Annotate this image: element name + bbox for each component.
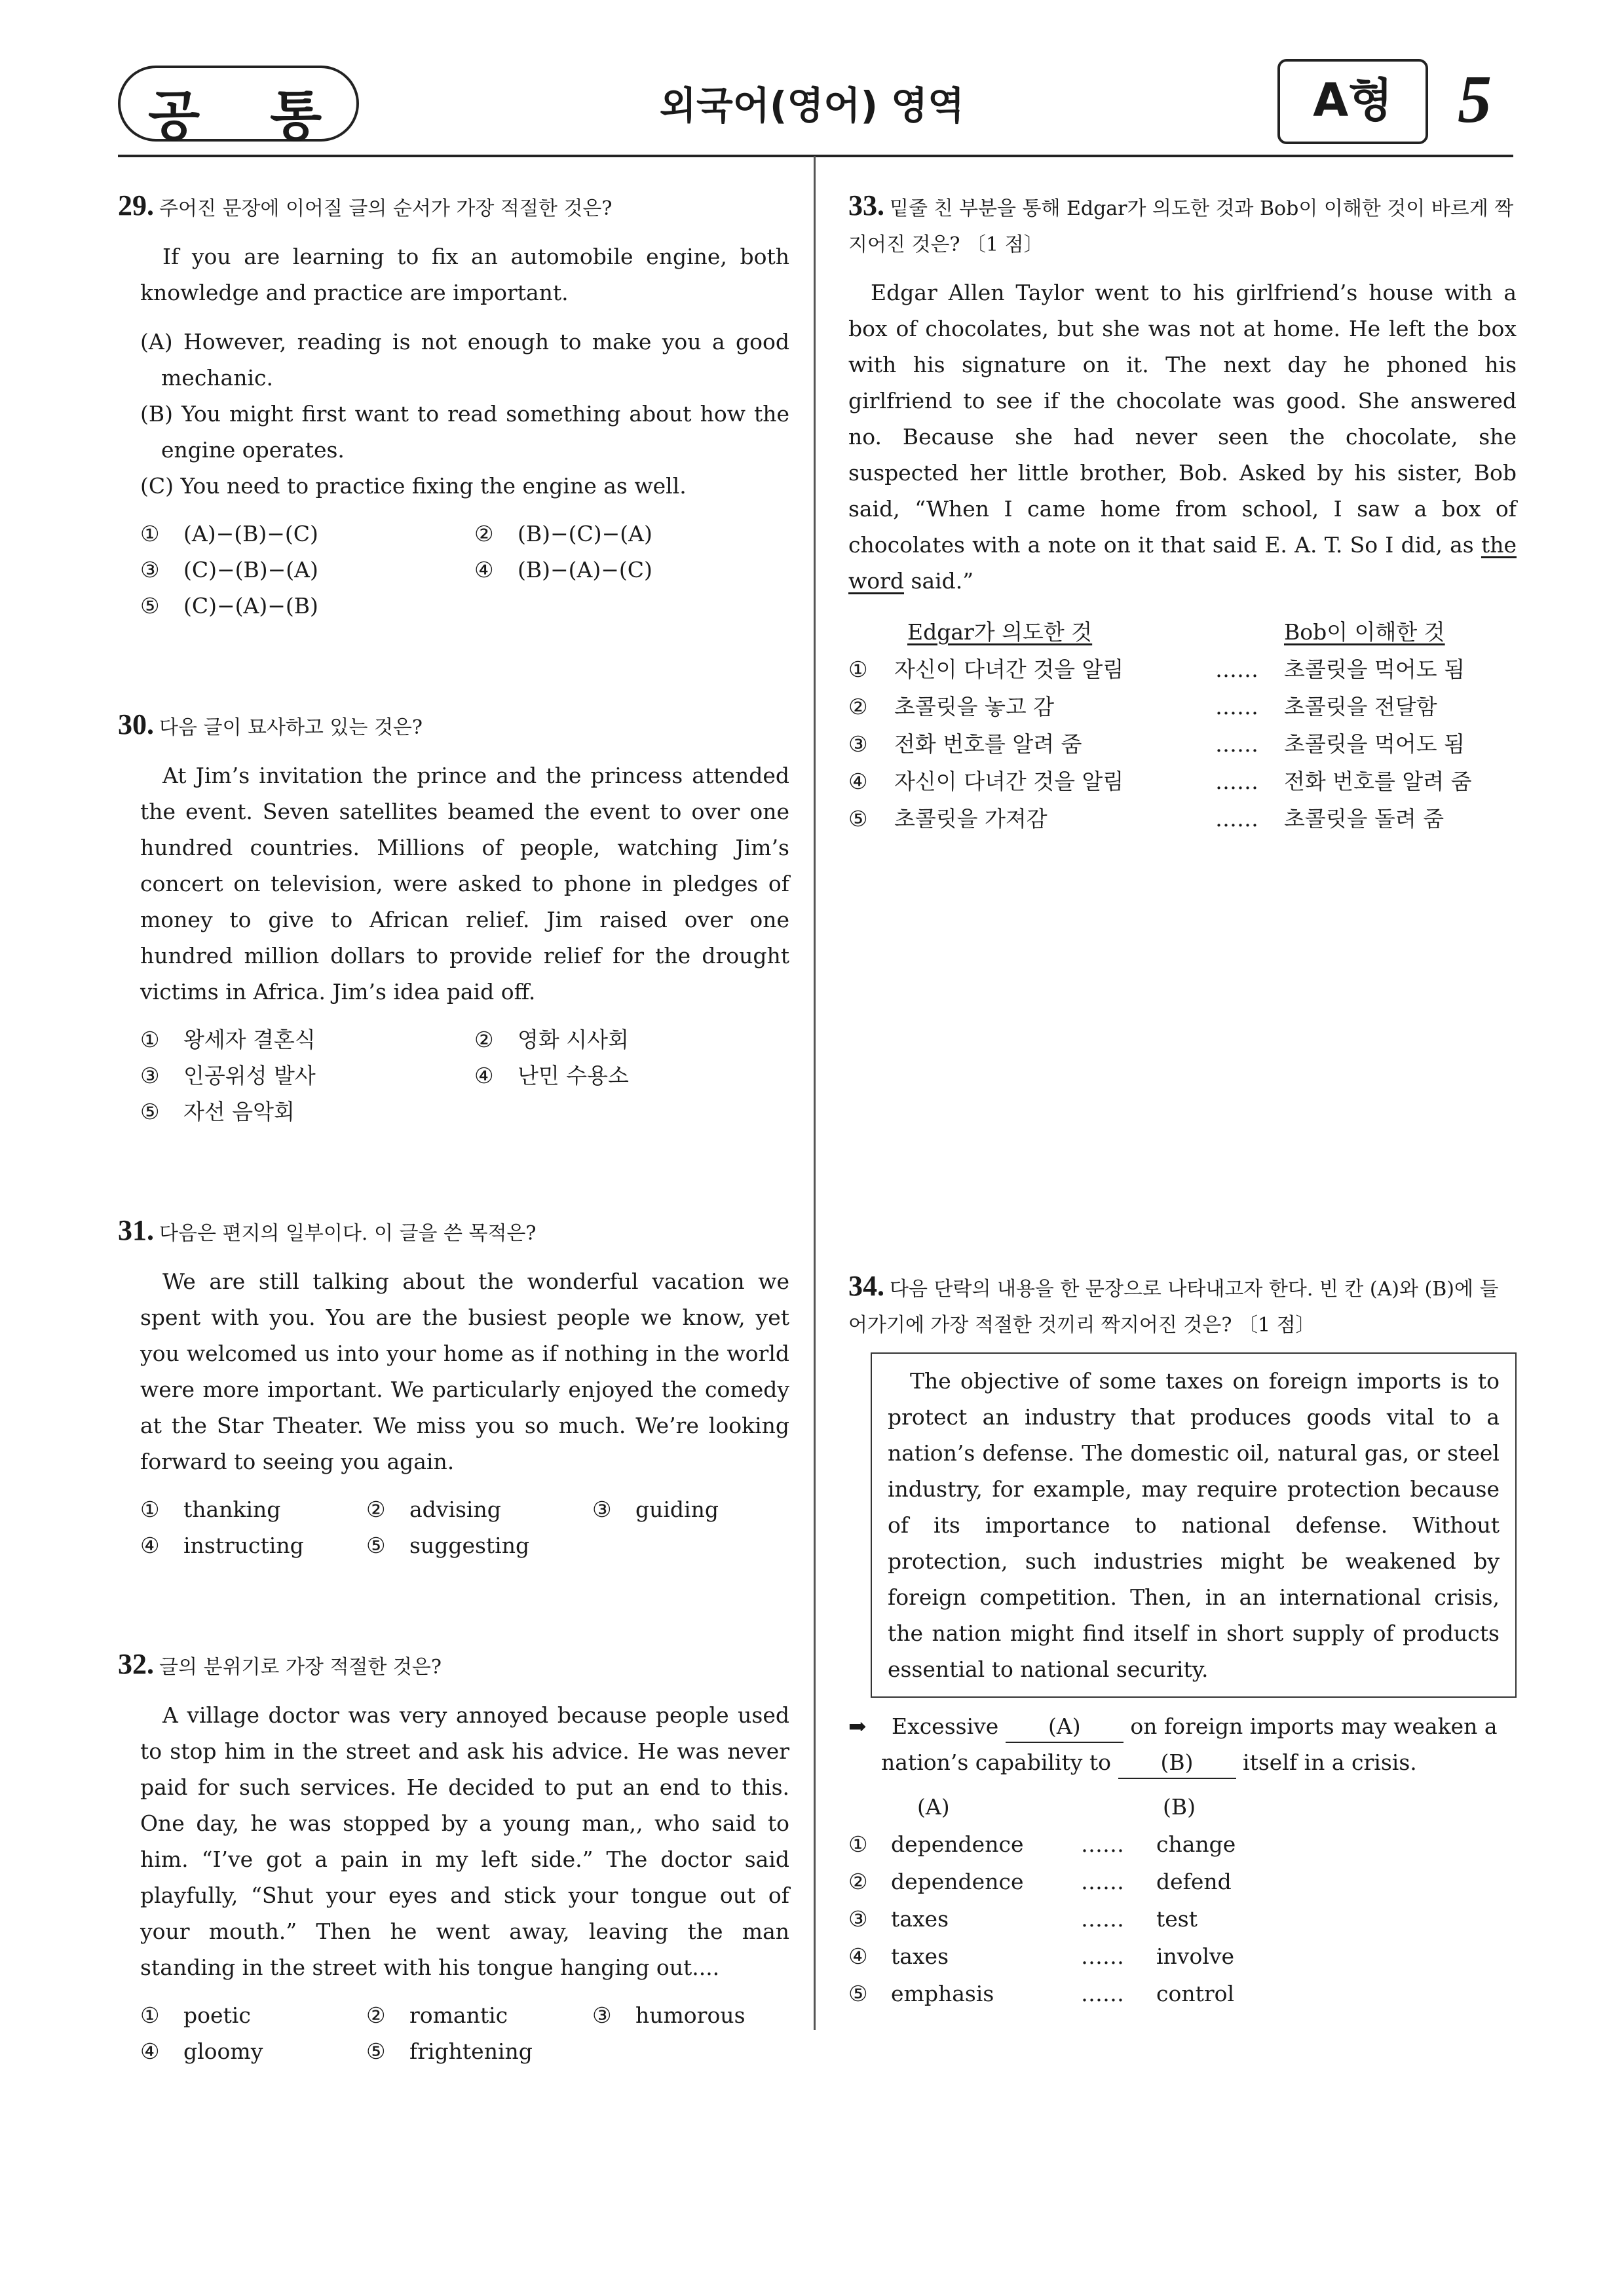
column-header-b: (B) bbox=[1163, 1794, 1196, 1820]
question-header bbox=[118, 706, 789, 746]
question-prompt: 다음은 편지의 일부이다. 이 글을 쓴 목적은? bbox=[159, 1222, 537, 1245]
summary-sentence: ➡ Excessive (A) on foreign imports may weaken a nation’s capability to (B) itself in a crisis. bbox=[848, 1708, 1517, 1780]
answer-option[interactable]: ② 초콜릿을 놓고 감 …… 초콜릿을 전달함 bbox=[848, 694, 1437, 719]
passage: We are still talking about the wonderful vacation we spent with you. You are the busiest people we know, yet you welcomed us into your home as if nothing in the world were more important. We particularly enjoyed the comedy at the Star Theater. We miss you so much. We’re looking forward to seeing you again. bbox=[140, 1269, 789, 1474]
question-number: 29. bbox=[118, 189, 154, 221]
column-header-understood: Bob이 이해한 것 bbox=[1284, 619, 1445, 645]
blank-b: (B) bbox=[1118, 1748, 1236, 1779]
answer-option[interactable]: ⑤ frightening bbox=[366, 2038, 533, 2064]
answer-option[interactable]: ① dependence …… change bbox=[848, 1831, 1236, 1857]
question-header bbox=[848, 187, 1517, 263]
question-34 bbox=[848, 1268, 1517, 2012]
question-29 bbox=[118, 187, 789, 624]
answer-option[interactable]: ③ 인공위성 발사 bbox=[140, 1063, 316, 1088]
question-prompt: 다음 단락의 내용을 한 문장으로 나타내고자 한다. 빈 칸 (A)와 (B)에 들어가기에 가장 적절한 것끼리 짝지어진 것은? 〔1 점〕 bbox=[848, 1278, 1499, 1337]
answer-option[interactable]: ④ gloomy bbox=[140, 2038, 263, 2064]
answer-option[interactable]: ⑤ 자선 음악회 bbox=[140, 1099, 295, 1124]
answer-option[interactable]: ② 영화 시사회 bbox=[474, 1027, 629, 1052]
sentence-item: (C) You need to practice fixing the engine as well. bbox=[140, 473, 687, 499]
section-char-2: 통 bbox=[270, 85, 322, 147]
arrow-icon: ➡ bbox=[848, 1713, 867, 1739]
passage: A village doctor was very annoyed because people used to stop him in the street and ask his advice. He was never paid for such services. He decided to put an end to this. One day, he was stopped by a young man,, who said to him. “I’ve got a pain in my left side.” The doctor said playfully, “Shut your eyes and stick your tongue out of your mouth.” Then he went away, leaving the man standing in the street with his tongue hanging out.... bbox=[140, 1702, 789, 1980]
question-header bbox=[118, 1212, 789, 1252]
question-30 bbox=[118, 706, 789, 1130]
answer-options bbox=[118, 1997, 789, 2069]
question-31 bbox=[118, 1212, 789, 1563]
passage: At Jim’s invitation the prince and the princess attended the event. Seven satellites beamed the event to over one hundred countries. Millions of people, watching Jim’s concert on television, were asked to phone in pledges of money to give to African relief. Jim raised over one hundred million dollars to provide relief for the drought victims in Africa. Jim’s idea paid off. bbox=[140, 763, 789, 1004]
question-number: 31. bbox=[118, 1214, 154, 1246]
question-header bbox=[118, 187, 789, 227]
page-number: 5 bbox=[1458, 62, 1492, 137]
answer-option[interactable]: ① thanking bbox=[140, 1497, 281, 1522]
sentence-items bbox=[118, 324, 789, 504]
passage-end: said.” bbox=[911, 568, 974, 594]
answer-option[interactable]: ⑤ emphasis …… control bbox=[848, 1981, 1235, 2006]
column-header-a: (A) bbox=[917, 1794, 950, 1820]
answer-option[interactable]: ③ (C)−(B)−(A) bbox=[140, 557, 318, 583]
answer-option[interactable]: ⑤ 초콜릿을 가져감 …… 초콜릿을 돌려 줌 bbox=[848, 806, 1445, 832]
answer-option[interactable]: ③ taxes …… test bbox=[848, 1906, 1198, 1932]
page-title: 외국어(영어) 영역 bbox=[659, 83, 965, 128]
exam-type-badge: A형 bbox=[1277, 59, 1428, 144]
answer-option[interactable]: ① (A)−(B)−(C) bbox=[140, 521, 318, 546]
question-prompt: 글의 분위기로 가장 적절한 것은? bbox=[159, 1656, 442, 1679]
passage-box: The objective of some taxes on foreign imports is to protect an industry that produces goods vital to a nation’s defense. The domestic oil, natural gas, or steel industry, for example, may require protection because of its importance to national defense. Without protection, such industries might be weakened by foreign competition. Then, in an international crisis, the nation might find itself in short supply of products essential to national security. bbox=[871, 1352, 1517, 1698]
answer-option[interactable]: ② dependence …… defend bbox=[848, 1869, 1232, 1894]
answer-options bbox=[118, 1491, 789, 1563]
answer-option[interactable]: ① 왕세자 결혼식 bbox=[140, 1027, 316, 1052]
column-divider bbox=[814, 156, 816, 2030]
passage bbox=[848, 275, 1517, 599]
answer-options bbox=[118, 516, 789, 624]
question-number: 32. bbox=[118, 1648, 154, 1680]
question-header bbox=[118, 1646, 789, 1685]
answer-option[interactable]: ③ humorous bbox=[592, 2002, 746, 2028]
answer-option[interactable]: ④ (B)−(A)−(C) bbox=[474, 557, 652, 583]
question-prompt: 밑줄 친 부분을 통해 Edgar가 의도한 것과 Bob이 이해한 것이 바르게 짝지어진 것은? 〔1 점〕 bbox=[848, 197, 1514, 256]
answer-option[interactable]: ① 자신이 다녀간 것을 알림 …… 초콜릿을 먹어도 됨 bbox=[848, 657, 1465, 682]
sentence-item: (B) You might first want to read something about how the engine operates. bbox=[140, 401, 789, 463]
question-number: 33. bbox=[848, 189, 884, 221]
answer-table bbox=[848, 613, 1472, 837]
question-prompt: 주어진 문장에 이어질 글의 순서가 가장 적절한 것은? bbox=[159, 197, 613, 220]
answer-option[interactable]: ④ taxes …… involve bbox=[848, 1943, 1235, 1969]
answer-options bbox=[118, 1022, 789, 1130]
answer-option[interactable]: ④ 난민 수용소 bbox=[474, 1063, 629, 1088]
answer-table bbox=[848, 1788, 1236, 2012]
passage-text: Edgar Allen Taylor went to his girlfriend’s house with a box of chocolates, but she was not at home. He left the box with his signature on it. The next day he phoned his girlfriend to see if the chocolate was good. She answered no. Because she had never seen the chocolate, she suspected her little brother, Bob. Asked by his sister, Bob said, “When I came home from school, I saw a box of chocolates with a note on it that said E. A. T. So I did, as bbox=[848, 280, 1517, 558]
answer-option[interactable]: ② romantic bbox=[366, 2002, 508, 2028]
header-rule bbox=[118, 155, 1513, 157]
blank-a: (A) bbox=[1006, 1712, 1124, 1743]
question-33 bbox=[848, 187, 1517, 837]
question-number: 34. bbox=[848, 1270, 884, 1302]
answer-option[interactable]: ⑤ (C)−(A)−(B) bbox=[140, 593, 318, 619]
underlined-phrase: the word bbox=[848, 532, 1517, 594]
answer-option[interactable]: ② (B)−(C)−(A) bbox=[474, 521, 652, 546]
question-32 bbox=[118, 1646, 789, 2069]
answer-option[interactable]: ① poetic bbox=[140, 2002, 251, 2028]
answer-option[interactable]: ④ 자신이 다녀간 것을 알림 …… 전화 번호를 알려 줌 bbox=[848, 769, 1472, 794]
question-number: 30. bbox=[118, 708, 154, 740]
given-sentence: If you are learning to fix an automobile engine, both knowledge and practice are important. bbox=[140, 244, 789, 305]
answer-option[interactable]: ⑤ suggesting bbox=[366, 1533, 530, 1558]
answer-option[interactable]: ④ instructing bbox=[140, 1533, 304, 1558]
answer-option[interactable]: ③ guiding bbox=[592, 1497, 719, 1522]
question-prompt: 다음 글이 묘사하고 있는 것은? bbox=[159, 716, 423, 739]
answer-option[interactable]: ③ 전화 번호를 알려 줌 …… 초콜릿을 먹어도 됨 bbox=[848, 731, 1465, 757]
left-column bbox=[118, 187, 789, 2069]
answer-option[interactable]: ② advising bbox=[366, 1497, 501, 1522]
section-char-1: 공 bbox=[148, 85, 200, 147]
sentence-item: (A) However, reading is not enough to make you a good mechanic. bbox=[140, 329, 789, 391]
column-header-intended: Edgar가 의도한 것 bbox=[907, 619, 1093, 645]
question-header bbox=[848, 1268, 1517, 1343]
